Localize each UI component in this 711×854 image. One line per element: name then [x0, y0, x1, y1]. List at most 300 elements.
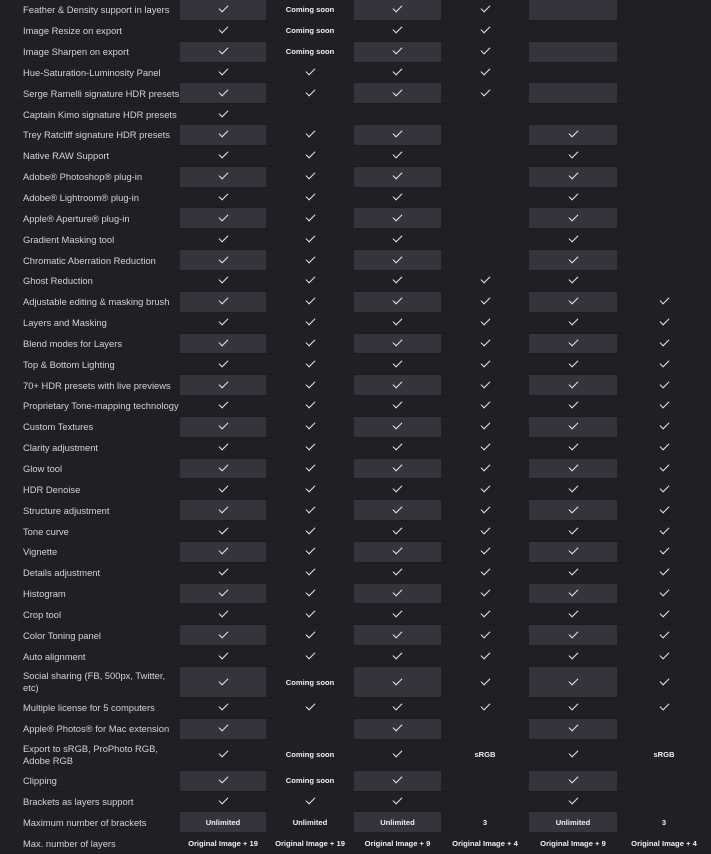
- feature-value: Original Image + 19: [180, 833, 266, 854]
- checkmark-icon: [393, 3, 403, 13]
- table-row: [0, 812, 711, 833]
- feature-name: Color Toning panel: [0, 625, 180, 646]
- feature-cell: [354, 0, 441, 21]
- empty-cell: [529, 42, 617, 63]
- checkmark-icon: [480, 316, 490, 326]
- feature-cell: [441, 417, 529, 438]
- checkmark-icon: [568, 607, 578, 617]
- checkmark-icon: [393, 274, 403, 284]
- checkmark-icon: [393, 462, 403, 472]
- feature-cell: [354, 479, 441, 500]
- checkmark-icon: [480, 66, 490, 76]
- feature-cell: [354, 375, 441, 396]
- checkmark-icon: [218, 701, 228, 711]
- checkmark-icon: [568, 722, 578, 732]
- feature-cell: [529, 375, 617, 396]
- checkmark-icon: [659, 607, 669, 617]
- checkmark-icon: [480, 503, 490, 513]
- empty-cell: [529, 63, 617, 84]
- feature-cell: [266, 229, 354, 250]
- feature-cell: [180, 604, 266, 625]
- checkmark-icon: [305, 357, 315, 367]
- feature-value: sRGB: [441, 740, 529, 771]
- feature-cell: [354, 771, 441, 792]
- checkmark-icon: [659, 336, 669, 346]
- checkmark-icon: [393, 211, 403, 221]
- feature-cell: [529, 146, 617, 167]
- checkmark-icon: [218, 45, 228, 55]
- checkmark-icon: [393, 503, 403, 513]
- feature-cell: [266, 646, 354, 667]
- checkmark-icon: [218, 774, 228, 784]
- feature-cell: [529, 563, 617, 584]
- empty-cell: [529, 0, 617, 21]
- empty-cell: [266, 719, 354, 740]
- feature-value: Original Image + 9: [354, 833, 441, 854]
- feature-cell: [180, 188, 266, 209]
- checkmark-icon: [393, 701, 403, 711]
- checkmark-icon: [218, 503, 228, 513]
- feature-name: Adobe® Lightroom® plug-in: [0, 188, 180, 209]
- feature-cell: [266, 417, 354, 438]
- checkmark-icon: [393, 357, 403, 367]
- checkmark-icon: [480, 45, 490, 55]
- empty-cell: [617, 271, 711, 292]
- feature-cell: [354, 698, 441, 719]
- checkmark-icon: [218, 748, 228, 758]
- empty-cell: [617, 771, 711, 792]
- feature-cell: [180, 459, 266, 480]
- feature-cell: [617, 563, 711, 584]
- checkmark-icon: [218, 357, 228, 367]
- table-row: [0, 584, 711, 605]
- table-row: [0, 833, 711, 854]
- feature-cell: [354, 292, 441, 313]
- feature-cell: [266, 542, 354, 563]
- checkmark-icon: [659, 701, 669, 711]
- feature-name: Chromatic Aberration Reduction: [0, 250, 180, 271]
- checkmark-icon: [568, 795, 578, 805]
- checkmark-icon: [305, 587, 315, 597]
- table-row: [0, 604, 711, 625]
- checkmark-icon: [218, 441, 228, 451]
- checkmark-icon: [393, 128, 403, 138]
- checkmark-icon: [568, 587, 578, 597]
- checkmark-icon: [305, 316, 315, 326]
- checkmark-icon: [393, 24, 403, 34]
- feature-cell: [354, 417, 441, 438]
- feature-name: Vignette: [0, 542, 180, 563]
- table-row: [0, 250, 711, 271]
- checkmark-icon: [480, 701, 490, 711]
- checkmark-icon: [218, 462, 228, 472]
- feature-name: Auto alignment: [0, 646, 180, 667]
- feature-cell: [180, 667, 266, 698]
- feature-cell: [529, 584, 617, 605]
- feature-cell: [266, 479, 354, 500]
- checkmark-icon: [393, 378, 403, 388]
- table-row: [0, 771, 711, 792]
- checkmark-icon: [305, 149, 315, 159]
- table-row: [0, 625, 711, 646]
- checkmark-icon: [568, 378, 578, 388]
- feature-name: Clarity adjustment: [0, 438, 180, 459]
- feature-cell: [354, 604, 441, 625]
- checkmark-icon: [393, 566, 403, 576]
- checkmark-icon: [568, 524, 578, 534]
- feature-name: Glow tool: [0, 459, 180, 480]
- feature-cell: [617, 375, 711, 396]
- checkmark-icon: [659, 295, 669, 305]
- checkmark-icon: [393, 149, 403, 159]
- feature-cell: [354, 188, 441, 209]
- checkmark-icon: [568, 748, 578, 758]
- feature-cell: [617, 334, 711, 355]
- empty-cell: [441, 125, 529, 146]
- feature-cell: [180, 417, 266, 438]
- checkmark-icon: [218, 211, 228, 221]
- checkmark-icon: [480, 378, 490, 388]
- empty-cell: [617, 0, 711, 21]
- feature-name: Native RAW Support: [0, 146, 180, 167]
- checkmark-icon: [218, 628, 228, 638]
- checkmark-icon: [305, 66, 315, 76]
- feature-cell: [354, 63, 441, 84]
- checkmark-icon: [568, 462, 578, 472]
- checkmark-icon: [393, 482, 403, 492]
- checkmark-icon: [218, 545, 228, 555]
- table-row: [0, 459, 711, 480]
- feature-cell: [180, 104, 266, 125]
- empty-cell: [441, 146, 529, 167]
- checkmark-icon: [393, 295, 403, 305]
- feature-cell: [180, 167, 266, 188]
- feature-cell: [354, 250, 441, 271]
- checkmark-icon: [480, 441, 490, 451]
- table-row: [0, 21, 711, 42]
- checkmark-icon: [218, 420, 228, 430]
- empty-cell: [617, 229, 711, 250]
- table-row: [0, 563, 711, 584]
- feature-name: Image Resize on export: [0, 21, 180, 42]
- table-row: [0, 63, 711, 84]
- feature-cell: [266, 563, 354, 584]
- feature-cell: [266, 698, 354, 719]
- checkmark-icon: [568, 774, 578, 784]
- checkmark-icon: [218, 316, 228, 326]
- checkmark-icon: [393, 86, 403, 96]
- checkmark-icon: [480, 545, 490, 555]
- checkmark-icon: [218, 399, 228, 409]
- feature-cell: [441, 396, 529, 417]
- feature-cell: [354, 667, 441, 698]
- checkmark-icon: [568, 357, 578, 367]
- feature-cell: [180, 125, 266, 146]
- checkmark-icon: [659, 628, 669, 638]
- feature-cell: [617, 396, 711, 417]
- checkmark-icon: [480, 587, 490, 597]
- checkmark-icon: [568, 675, 578, 685]
- feature-name: Adobe® Photoshop® plug-in: [0, 167, 180, 188]
- feature-value: Unlimited: [354, 812, 441, 833]
- feature-cell: [441, 698, 529, 719]
- feature-value: Unlimited: [266, 812, 354, 833]
- empty-cell: [266, 104, 354, 125]
- feature-cell: [266, 438, 354, 459]
- feature-cell: [266, 250, 354, 271]
- checkmark-icon: [305, 86, 315, 96]
- checkmark-icon: [568, 149, 578, 159]
- checkmark-icon: [480, 482, 490, 492]
- checkmark-icon: [218, 107, 228, 117]
- feature-name: Apple® Aperture® plug-in: [0, 208, 180, 229]
- checkmark-icon: [218, 170, 228, 180]
- feature-cell: [354, 521, 441, 542]
- feature-cell: [354, 584, 441, 605]
- feature-cell: [354, 740, 441, 771]
- checkmark-icon: [305, 628, 315, 638]
- table-row: [0, 271, 711, 292]
- feature-cell: [529, 740, 617, 771]
- checkmark-icon: [659, 503, 669, 513]
- feature-value: sRGB: [617, 740, 711, 771]
- feature-cell: [266, 354, 354, 375]
- feature-cell: [617, 667, 711, 698]
- empty-cell: [441, 167, 529, 188]
- feature-cell: [266, 500, 354, 521]
- feature-value: Coming soon: [266, 667, 354, 698]
- checkmark-icon: [568, 211, 578, 221]
- feature-cell: [441, 479, 529, 500]
- feature-cell: [266, 792, 354, 813]
- checkmark-icon: [393, 628, 403, 638]
- feature-cell: [180, 771, 266, 792]
- feature-cell: [354, 313, 441, 334]
- feature-cell: [441, 521, 529, 542]
- feature-value: 3: [617, 812, 711, 833]
- feature-name: Export to sRGB, ProPhoto RGB, Adobe RGB: [0, 740, 180, 771]
- checkmark-icon: [218, 3, 228, 13]
- table-row: [0, 792, 711, 813]
- checkmark-icon: [480, 420, 490, 430]
- checkmark-icon: [568, 701, 578, 711]
- empty-cell: [617, 104, 711, 125]
- feature-cell: [180, 698, 266, 719]
- table-row: [0, 146, 711, 167]
- feature-name: 70+ HDR presets with live previews: [0, 375, 180, 396]
- feature-cell: [180, 42, 266, 63]
- checkmark-icon: [568, 482, 578, 492]
- checkmark-icon: [659, 462, 669, 472]
- feature-cell: [617, 542, 711, 563]
- checkmark-icon: [659, 378, 669, 388]
- feature-cell: [354, 646, 441, 667]
- feature-cell: [180, 563, 266, 584]
- table-row: [0, 83, 711, 104]
- empty-cell: [529, 104, 617, 125]
- checkmark-icon: [218, 607, 228, 617]
- checkmark-icon: [305, 607, 315, 617]
- feature-name: Crop tool: [0, 604, 180, 625]
- checkmark-icon: [393, 170, 403, 180]
- checkmark-icon: [568, 336, 578, 346]
- checkmark-icon: [305, 170, 315, 180]
- checkmark-icon: [480, 675, 490, 685]
- feature-cell: [354, 354, 441, 375]
- feature-cell: [180, 584, 266, 605]
- feature-cell: [529, 125, 617, 146]
- checkmark-icon: [480, 336, 490, 346]
- checkmark-icon: [568, 253, 578, 263]
- checkmark-icon: [305, 545, 315, 555]
- checkmark-icon: [568, 128, 578, 138]
- feature-cell: [180, 208, 266, 229]
- feature-cell: [354, 438, 441, 459]
- checkmark-icon: [480, 357, 490, 367]
- feature-name: Image Sharpen on export: [0, 42, 180, 63]
- feature-cell: [180, 479, 266, 500]
- feature-cell: [180, 521, 266, 542]
- feature-name: Layers and Masking: [0, 313, 180, 334]
- empty-cell: [617, 792, 711, 813]
- feature-cell: [180, 63, 266, 84]
- feature-cell: [441, 584, 529, 605]
- feature-cell: [354, 563, 441, 584]
- checkmark-icon: [393, 774, 403, 784]
- checkmark-icon: [659, 545, 669, 555]
- feature-cell: [180, 500, 266, 521]
- feature-cell: [617, 479, 711, 500]
- checkmark-icon: [393, 232, 403, 242]
- feature-value: Coming soon: [266, 42, 354, 63]
- table-row: [0, 292, 711, 313]
- feature-cell: [180, 646, 266, 667]
- feature-cell: [529, 667, 617, 698]
- feature-cell: [441, 313, 529, 334]
- checkmark-icon: [480, 3, 490, 13]
- checkmark-icon: [393, 253, 403, 263]
- feature-cell: [617, 417, 711, 438]
- feature-cell: [529, 646, 617, 667]
- checkmark-icon: [305, 420, 315, 430]
- table-row: [0, 313, 711, 334]
- empty-cell: [354, 104, 441, 125]
- checkmark-icon: [480, 462, 490, 472]
- feature-cell: [441, 42, 529, 63]
- feature-value: Original Image + 9: [529, 833, 617, 854]
- feature-cell: [354, 167, 441, 188]
- feature-cell: [180, 250, 266, 271]
- feature-cell: [441, 438, 529, 459]
- feature-cell: [354, 542, 441, 563]
- checkmark-icon: [393, 607, 403, 617]
- feature-name: Max. number of layers: [0, 833, 180, 854]
- feature-cell: [354, 625, 441, 646]
- feature-name: Maximum number of brackets: [0, 812, 180, 833]
- feature-cell: [266, 521, 354, 542]
- feature-cell: [180, 792, 266, 813]
- checkmark-icon: [305, 649, 315, 659]
- checkmark-icon: [659, 357, 669, 367]
- feature-cell: [617, 500, 711, 521]
- empty-cell: [441, 771, 529, 792]
- feature-name: Details adjustment: [0, 563, 180, 584]
- feature-value: Coming soon: [266, 21, 354, 42]
- feature-cell: [529, 459, 617, 480]
- feature-cell: [617, 625, 711, 646]
- checkmark-icon: [480, 295, 490, 305]
- feature-cell: [180, 21, 266, 42]
- feature-cell: [529, 625, 617, 646]
- checkmark-icon: [305, 253, 315, 263]
- empty-cell: [617, 83, 711, 104]
- checkmark-icon: [480, 628, 490, 638]
- checkmark-icon: [568, 232, 578, 242]
- empty-cell: [441, 719, 529, 740]
- checkmark-icon: [568, 295, 578, 305]
- feature-cell: [266, 313, 354, 334]
- feature-cell: [529, 542, 617, 563]
- checkmark-icon: [305, 211, 315, 221]
- feature-cell: [266, 167, 354, 188]
- feature-cell: [441, 0, 529, 21]
- table-row: [0, 479, 711, 500]
- feature-cell: [266, 146, 354, 167]
- feature-name: Top & Bottom Lighting: [0, 354, 180, 375]
- checkmark-icon: [393, 316, 403, 326]
- checkmark-icon: [218, 128, 228, 138]
- checkmark-icon: [659, 524, 669, 534]
- feature-cell: [354, 792, 441, 813]
- table-row: [0, 740, 711, 771]
- feature-cell: [529, 167, 617, 188]
- feature-cell: [529, 500, 617, 521]
- table-row: [0, 719, 711, 740]
- feature-cell: [529, 417, 617, 438]
- table-row: [0, 667, 711, 698]
- feature-name: Serge Ramelli signature HDR presets: [0, 83, 180, 104]
- table-row: [0, 334, 711, 355]
- empty-cell: [529, 21, 617, 42]
- feature-cell: [354, 334, 441, 355]
- feature-cell: [529, 396, 617, 417]
- feature-cell: [180, 313, 266, 334]
- checkmark-icon: [480, 399, 490, 409]
- feature-cell: [617, 604, 711, 625]
- checkmark-icon: [218, 795, 228, 805]
- feature-name: HDR Denoise: [0, 479, 180, 500]
- feature-value: Coming soon: [266, 771, 354, 792]
- checkmark-icon: [305, 524, 315, 534]
- feature-name: Clipping: [0, 771, 180, 792]
- checkmark-icon: [659, 316, 669, 326]
- checkmark-icon: [568, 170, 578, 180]
- checkmark-icon: [305, 462, 315, 472]
- table-row: [0, 646, 711, 667]
- checkmark-icon: [480, 524, 490, 534]
- empty-cell: [617, 146, 711, 167]
- checkmark-icon: [305, 378, 315, 388]
- feature-cell: [441, 667, 529, 698]
- empty-cell: [617, 125, 711, 146]
- feature-cell: [180, 719, 266, 740]
- feature-cell: [529, 354, 617, 375]
- checkmark-icon: [218, 86, 228, 96]
- checkmark-icon: [659, 482, 669, 492]
- feature-cell: [617, 459, 711, 480]
- feature-cell: [354, 396, 441, 417]
- checkmark-icon: [393, 587, 403, 597]
